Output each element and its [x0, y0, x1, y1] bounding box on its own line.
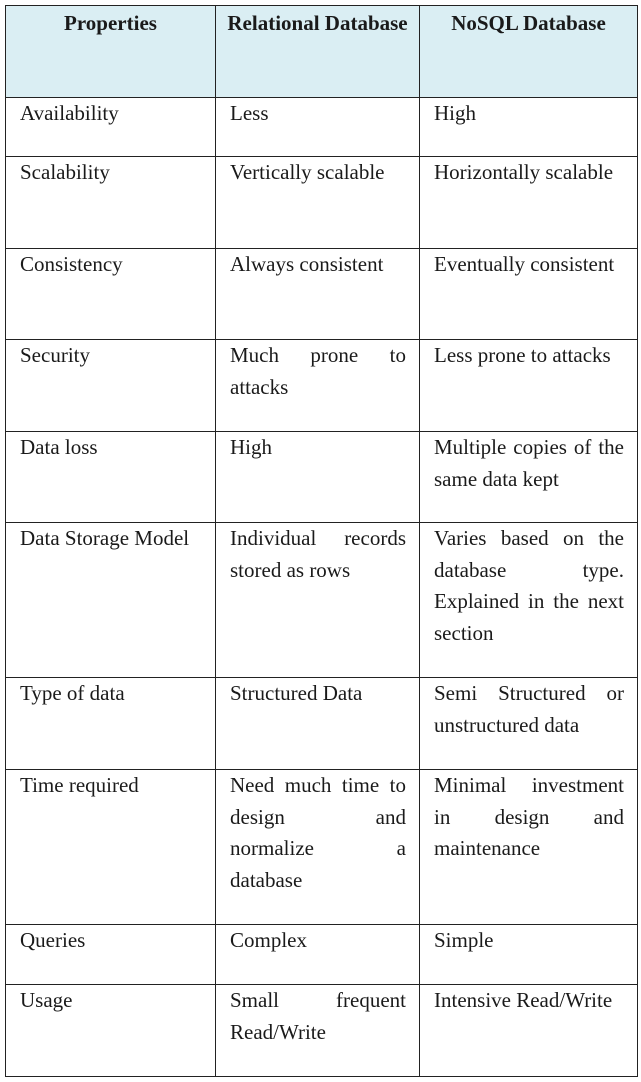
relational-cell: Complex — [216, 925, 420, 985]
nosql-cell: High — [420, 98, 638, 157]
header-row — [6, 6, 638, 98]
relational-cell: High — [216, 432, 420, 523]
property-cell: Scalability — [6, 157, 216, 249]
table-row — [6, 157, 638, 249]
comparison-table-container — [5, 5, 638, 1077]
table-row — [6, 432, 638, 523]
property-cell: Usage — [6, 985, 216, 1077]
relational-cell: Much prone to attacks — [216, 340, 420, 432]
table-row — [6, 249, 638, 340]
property-cell: Time required — [6, 770, 216, 925]
table-row — [6, 340, 638, 432]
comparison-table — [5, 5, 638, 1077]
property-cell: Availability — [6, 98, 216, 157]
property-cell: Consistency — [6, 249, 216, 340]
nosql-cell: Simple — [420, 925, 638, 985]
nosql-cell: Multiple copies of the same data kept — [420, 432, 638, 523]
property-cell: Data loss — [6, 432, 216, 523]
nosql-cell: Semi Structured or unstructured data — [420, 678, 638, 770]
relational-cell: Less — [216, 98, 420, 157]
relational-cell: Always consistent — [216, 249, 420, 340]
relational-cell: Need much time to design and normalize a database — [216, 770, 420, 925]
table-row — [6, 985, 638, 1077]
table-row — [6, 770, 638, 925]
nosql-cell: Minimal investment in design and maintenance — [420, 770, 638, 925]
property-cell: Type of data — [6, 678, 216, 770]
relational-cell: Individual records stored as rows — [216, 523, 420, 678]
header-properties: Properties — [6, 6, 216, 98]
property-cell: Data Storage Model — [6, 523, 216, 678]
table-row — [6, 678, 638, 770]
relational-cell: Structured Data — [216, 678, 420, 770]
nosql-cell: Horizontally scalable — [420, 157, 638, 249]
header-nosql-database: NoSQL Database — [420, 6, 638, 98]
relational-cell: Vertically scalable — [216, 157, 420, 249]
header-relational-database: Relational Database — [216, 6, 420, 98]
nosql-cell: Intensive Read/Write — [420, 985, 638, 1077]
table-row — [6, 523, 638, 678]
table-row — [6, 925, 638, 985]
property-cell: Queries — [6, 925, 216, 985]
relational-cell: Small frequent Read/Write — [216, 985, 420, 1077]
property-cell: Security — [6, 340, 216, 432]
table-row — [6, 98, 638, 157]
nosql-cell: Varies based on the database type. Explained in the next section — [420, 523, 638, 678]
nosql-cell: Less prone to attacks — [420, 340, 638, 432]
nosql-cell: Eventually consistent — [420, 249, 638, 340]
